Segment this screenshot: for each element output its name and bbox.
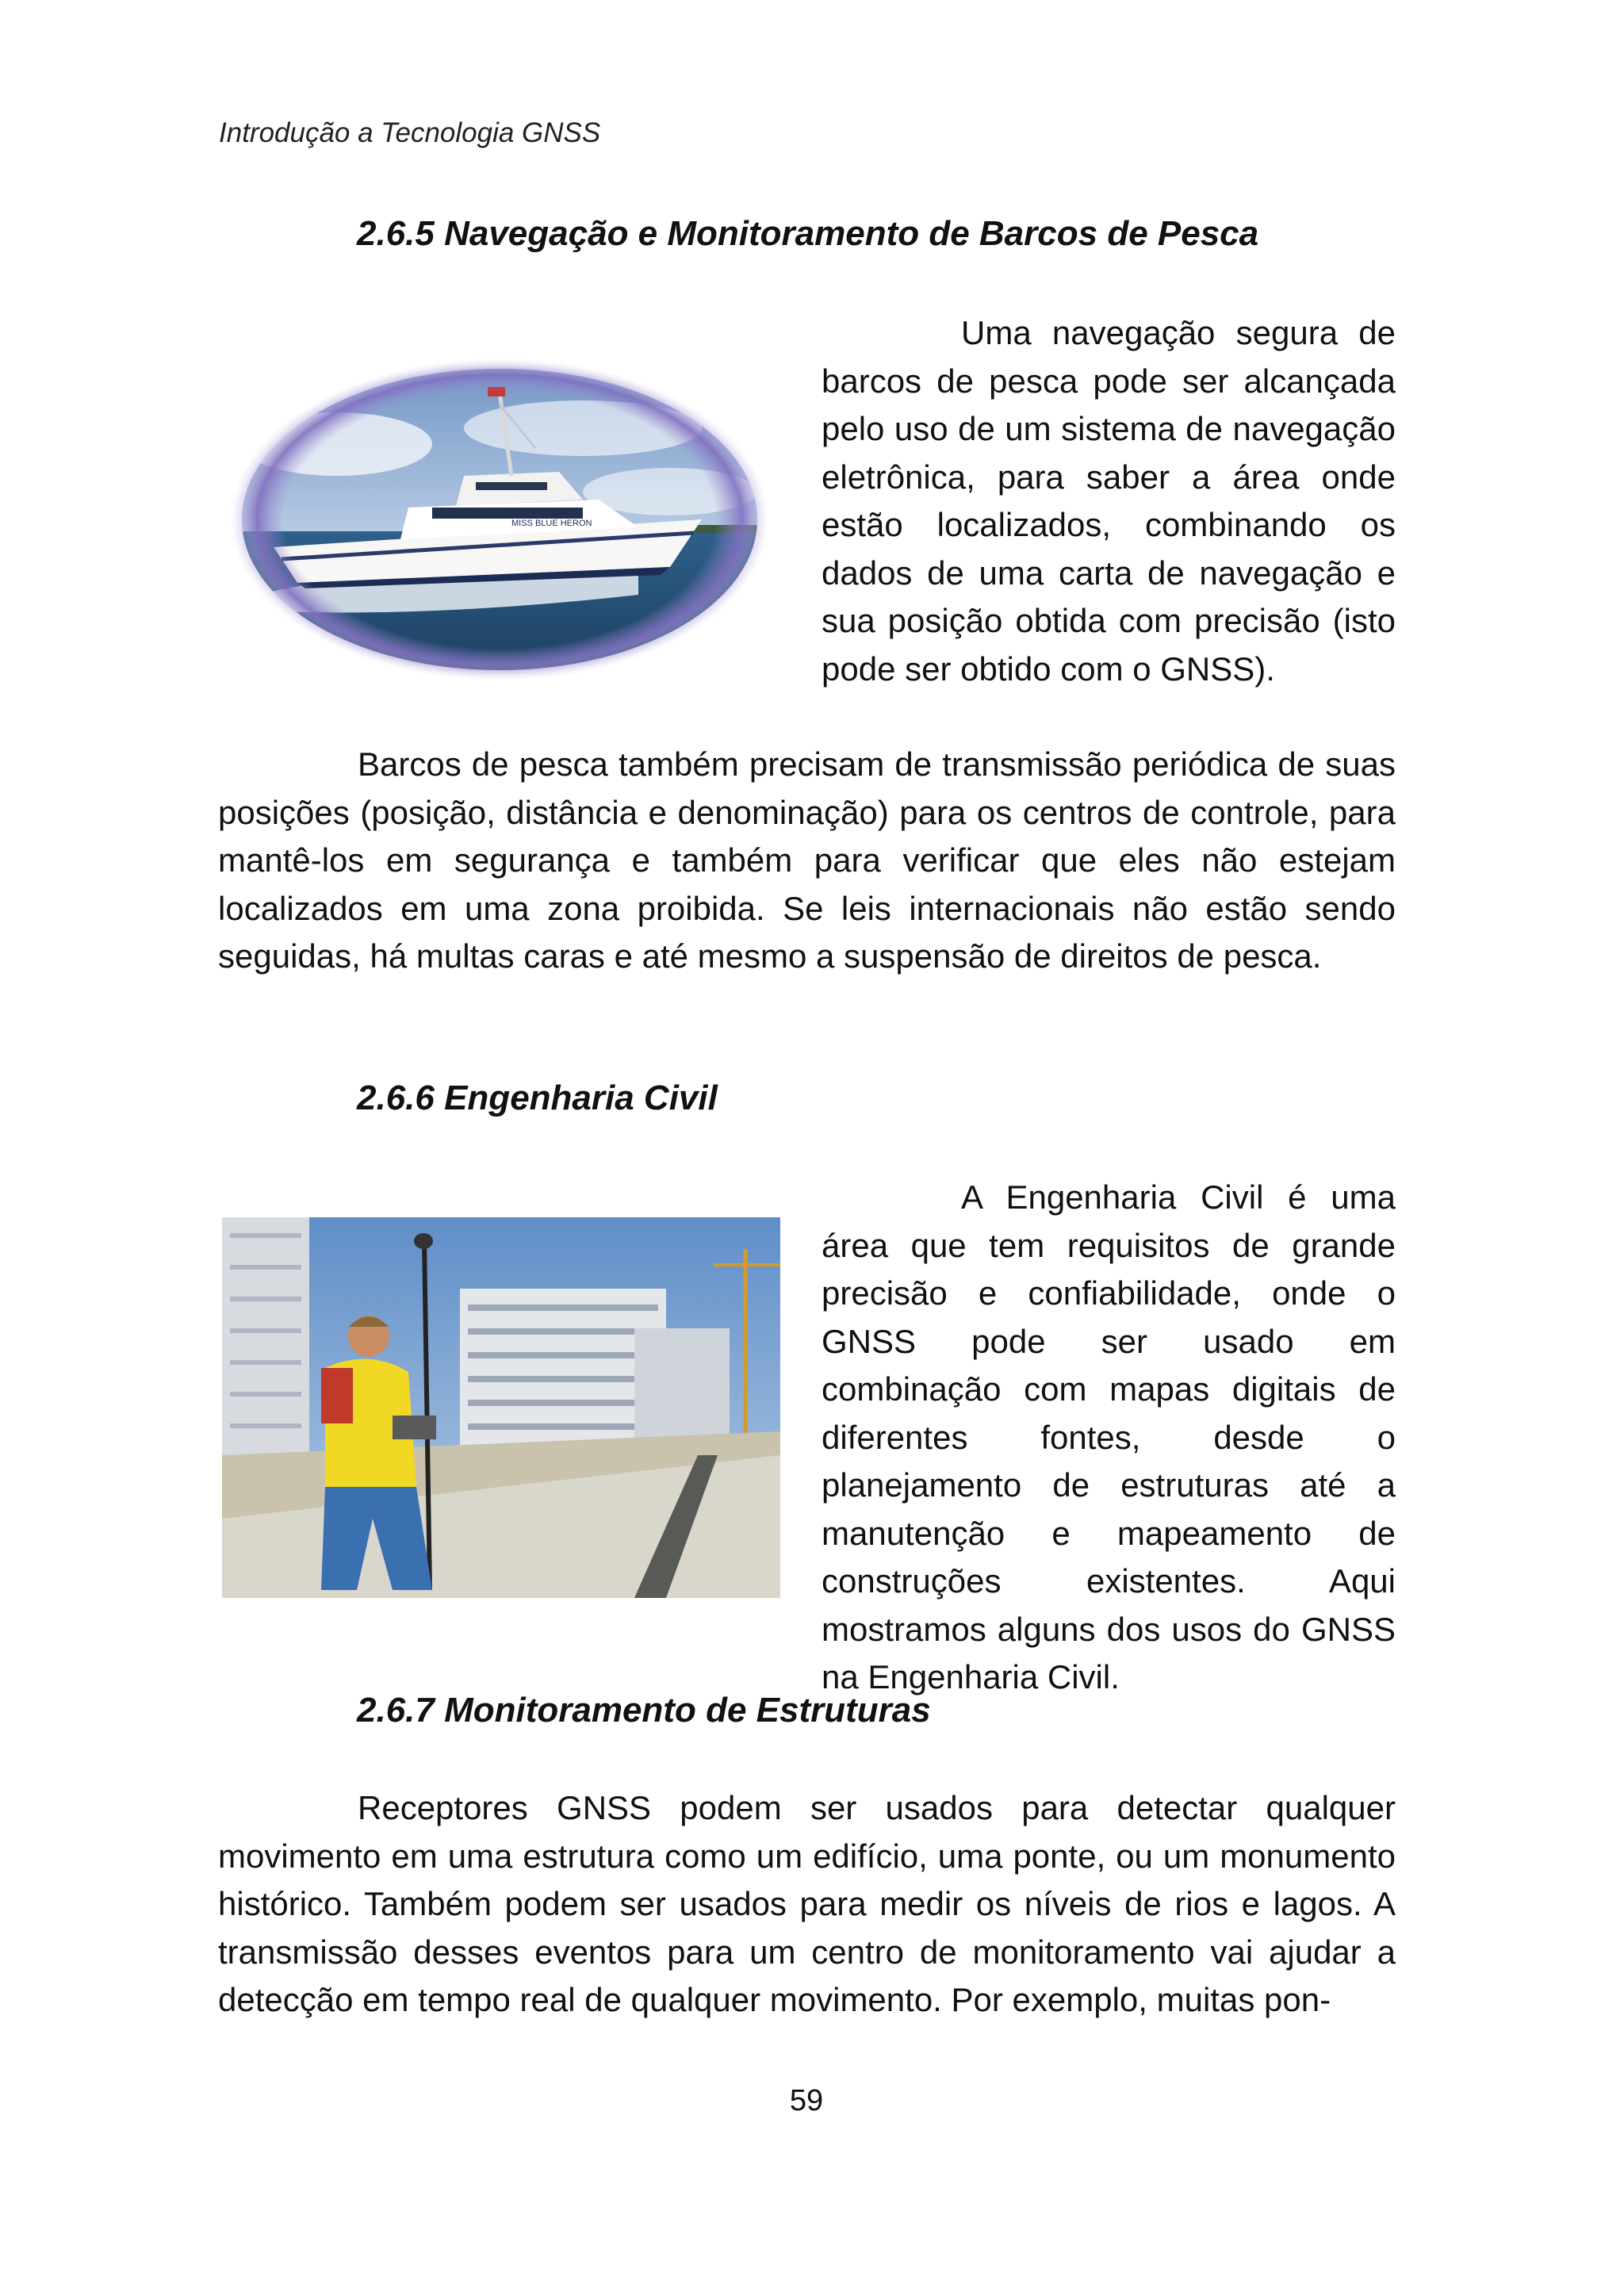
section-heading-2-6-6: 2.6.6 Engenharia Civil	[357, 1079, 718, 1117]
structure-monitoring-text: Receptores GNSS podem ser usados para detectar qualquer movimento em uma estrutura como um edifício, uma ponte, ou um monumento histórico. Também podem ser usados para medir os níveis de rios e lagos. A transmissão desses eventos para um centro de monitoramento vai ajudar a detecção em tempo real de qualquer movimento. Por exemplo, muitas pon-	[218, 1789, 1396, 2018]
running-header: Introdução a Tecnologia GNSS	[219, 117, 601, 148]
boat-navigation-text: Uma navegação segura de barcos de pesca pode ser alcançada pelo uso de um sistema de navegação eletrônica, para saber a área onde estão localizados, combinando os dados de uma carta de navegação e sua posição obtida com precisão (isto pode ser obtido com o GNSS).	[822, 314, 1396, 688]
page-number: 59	[789, 2084, 824, 2117]
fishing-boat-image	[226, 357, 773, 682]
civil-engineering-paragraph	[822, 1174, 1396, 1702]
section-heading-2-6-5: 2.6.5 Navegação e Monitoramento de Barcos de Pesca	[357, 214, 1259, 253]
fishing-boat-body-paragraph	[218, 741, 1396, 981]
boat-navigation-paragraph	[822, 309, 1396, 693]
section-heading-2-6-7: 2.6.7 Monitoramento de Estruturas	[357, 1691, 931, 1730]
fishing-boat-body-text: Barcos de pesca também precisam de transmissão periódica de suas posições (posição, distância e denominação) para os centros de controle, para mantê-los em segurança e também para verificar que eles não estejam localizados em uma zona proibida. Se leis internacionais não estão sendo seguidas, há multas caras e até mesmo a suspensão de direitos de pesca.	[218, 745, 1396, 975]
structure-monitoring-paragraph	[218, 1784, 1396, 2025]
civil-engineering-survey-image	[222, 1217, 780, 1598]
civil-engineering-text: A Engenharia Civil é uma área que tem requisitos de grande precisão e confiabilidade, onde o GNSS pode ser usado em combinação com mapas digitais de diferentes fontes, desde o planejamento de estruturas até a manutenção e mapeamento de construções existentes. Aqui mostramos alguns dos usos do GNSS na Engenharia Civil.	[822, 1178, 1396, 1695]
